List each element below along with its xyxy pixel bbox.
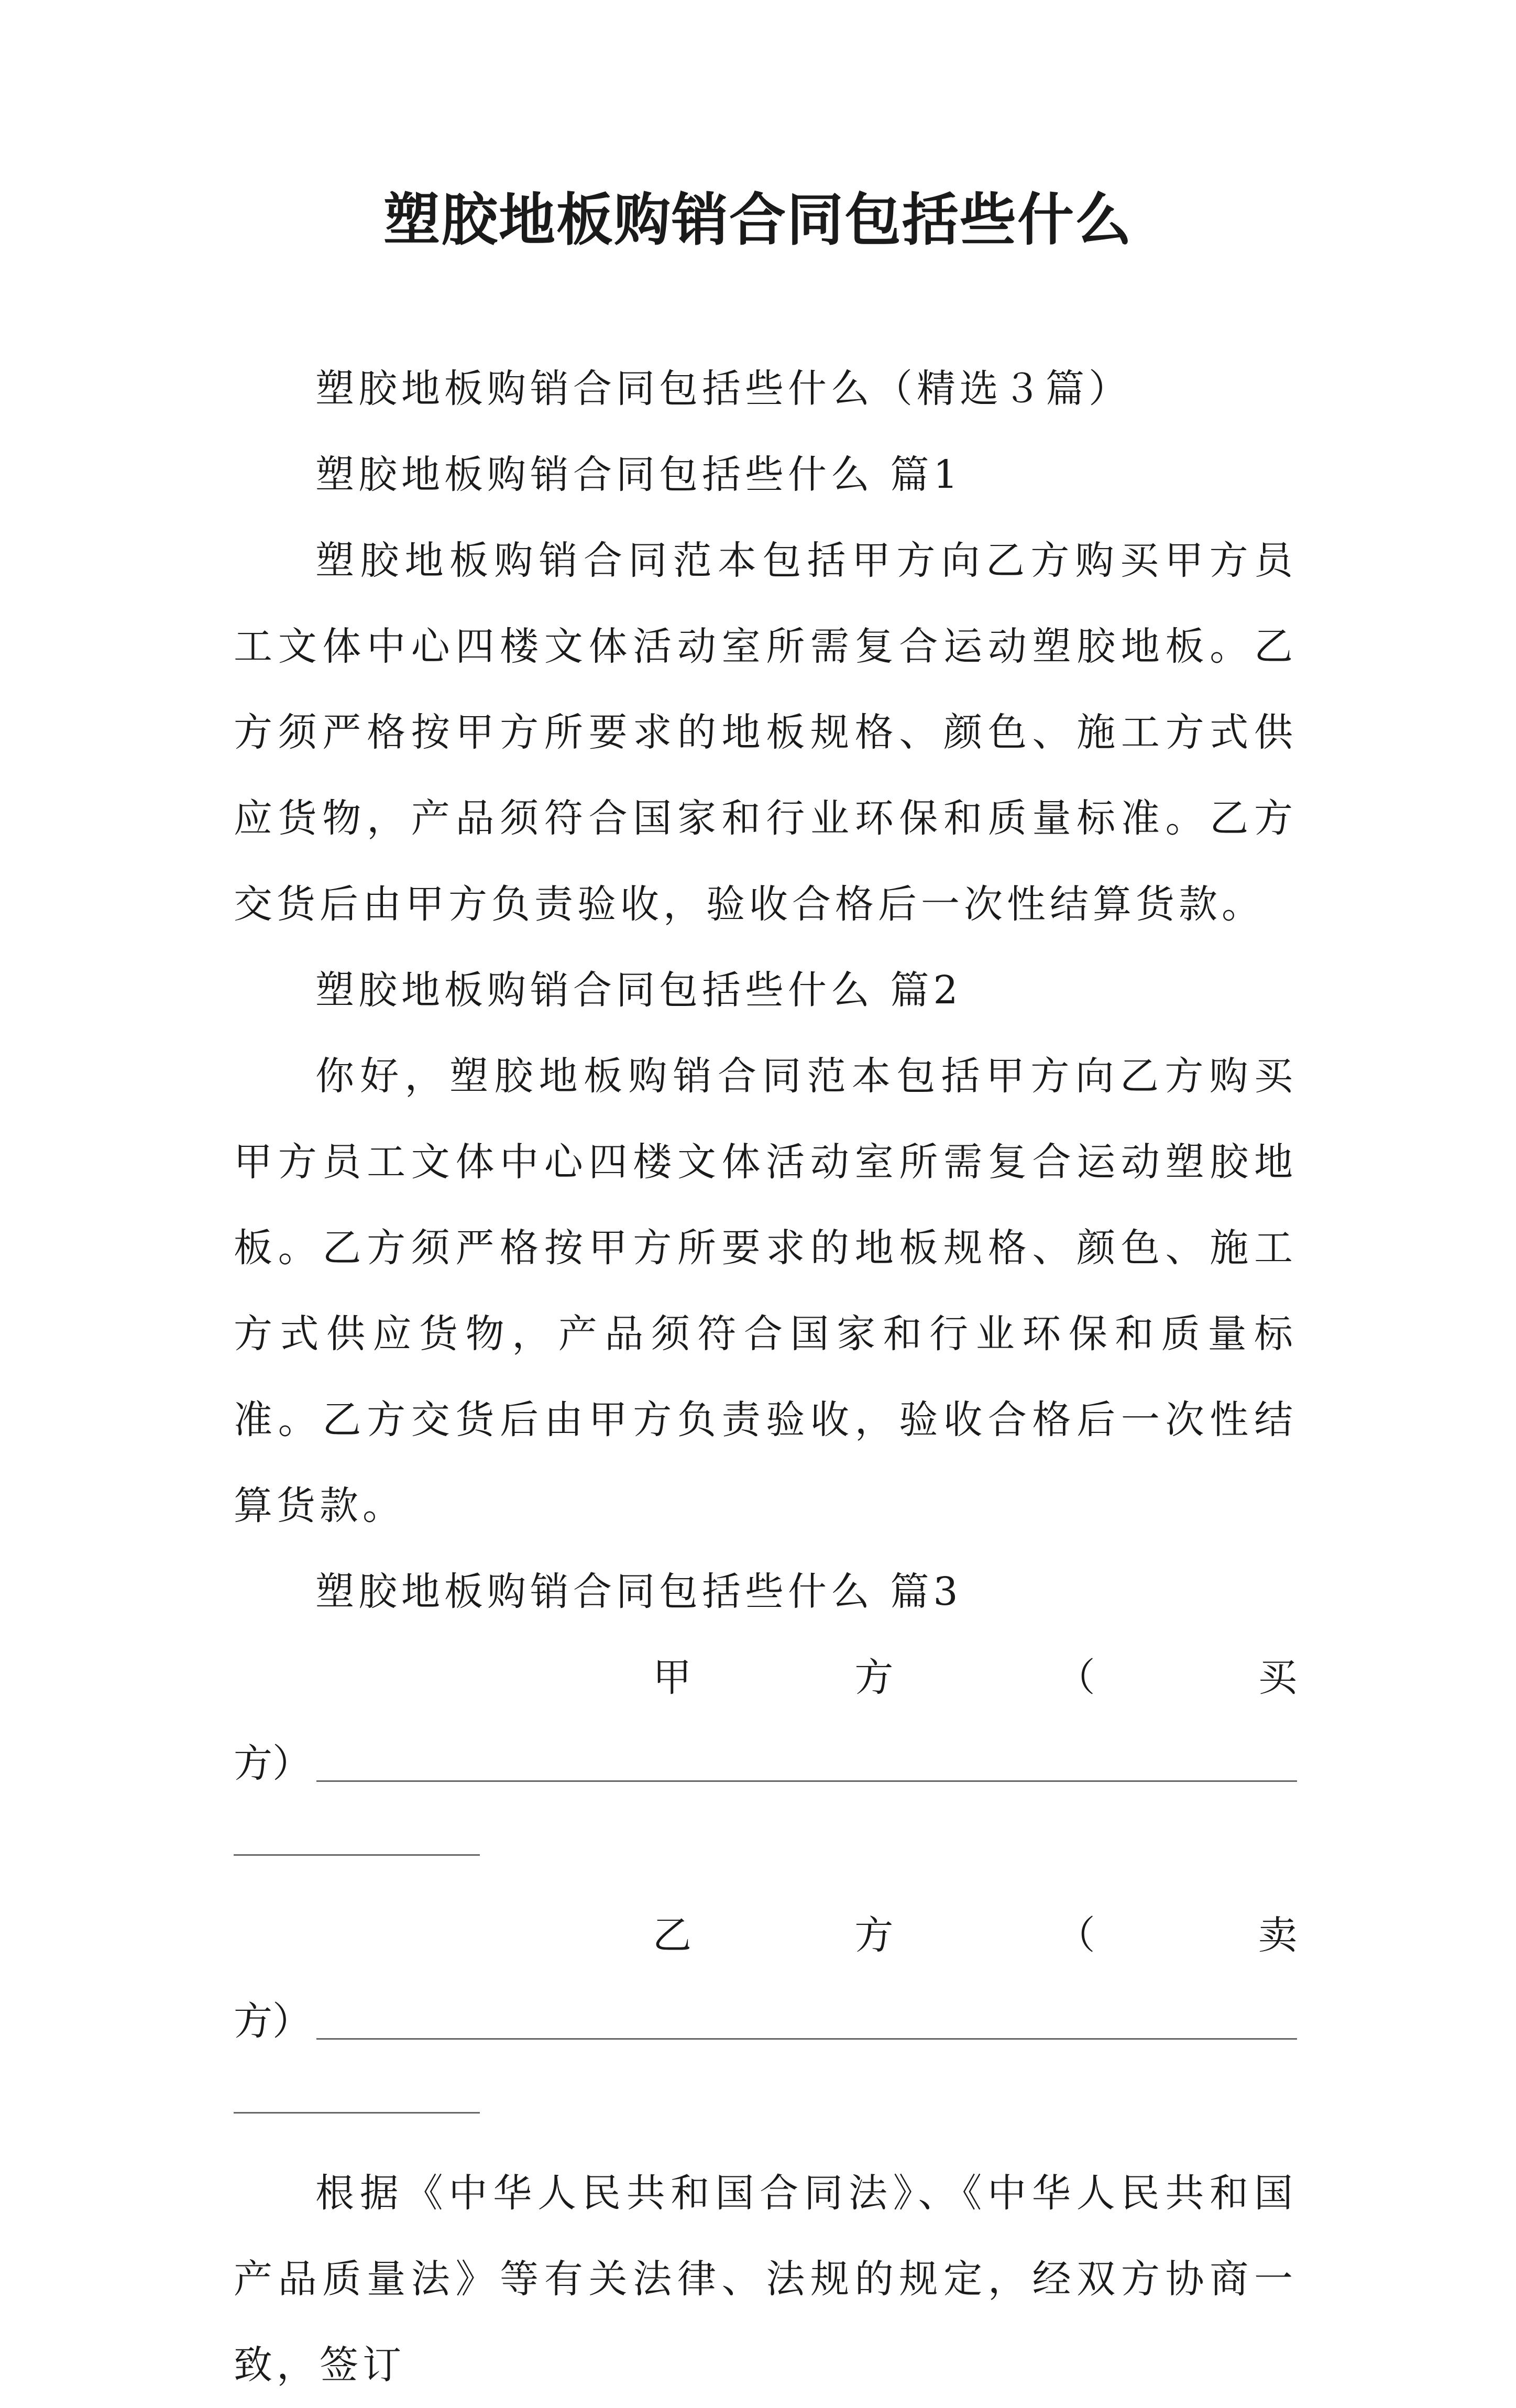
- party-a-char: 买: [1258, 1655, 1297, 1700]
- section1-heading: 塑胶地板购销合同包括些什么 篇1: [315, 452, 962, 497]
- party-b-char: 方: [854, 1913, 894, 1958]
- subtitle: 塑胶地板购销合同包括些什么（精选３篇）: [315, 366, 1131, 411]
- party-b-char: 乙: [653, 1913, 691, 1958]
- party-a-fill-line: [234, 1721, 1297, 1807]
- party-b-label-line: [234, 1892, 1297, 1978]
- party-a-char: 方: [854, 1655, 894, 1700]
- party-b-blank-rule: [316, 2038, 1297, 2040]
- document-title: 塑胶地板购销合同包括些什么: [383, 187, 1133, 253]
- section2-paragraph: 你好，塑胶地板购销合同范本包括甲方向乙方购买甲方员工文体中心四楼文体活动室所需复合运动塑胶地板。乙方须严格按甲方所要求的地板规格、颜色、施工方式供应货物，产品须符合国家和行业环保和质量标准。乙方交货后由甲方负责验收，验收合格后一次性结算货款。: [234, 1054, 1297, 1528]
- party-b-char: （: [1056, 1913, 1095, 1958]
- party-a-line-label: 方）: [234, 1741, 311, 1786]
- party-b-line-label: 方）: [234, 1999, 311, 2044]
- closing-paragraph: 根据《中华人民共和国合同法》、《中华人民共和国产品质量法》等有关法律、法规的规定，经双方协商一致，签订: [234, 2171, 1297, 2388]
- section3-heading: 塑胶地板购销合同包括些什么 篇3: [315, 1569, 962, 1614]
- party-a-char: 甲: [653, 1655, 691, 1700]
- document-body: [234, 346, 1297, 2408]
- party-b-char: 卖: [1258, 1913, 1297, 1958]
- party-b-blank-rule-continued: [234, 2064, 480, 2150]
- party-a-char: （: [1056, 1655, 1095, 1700]
- section2-heading: 塑胶地板购销合同包括些什么 篇2: [315, 968, 962, 1013]
- section1-paragraph: 塑胶地板购销合同范本包括甲方向乙方购买甲方员工文体中心四楼文体活动室所需复合运动塑胶地板。乙方须严格按甲方所要求的地板规格、颜色、施工方式供应货物，产品须符合国家和行业环保和质量标准。乙方交货后由甲方负责验收，验收合格后一次性结算货款。: [234, 538, 1297, 927]
- party-a-label-line: [234, 1635, 1297, 1721]
- party-a-blank-rule-continued: [234, 1807, 480, 1892]
- party-b-fill-line: [234, 1978, 1297, 2064]
- party-a-blank-rule: [316, 1780, 1297, 1782]
